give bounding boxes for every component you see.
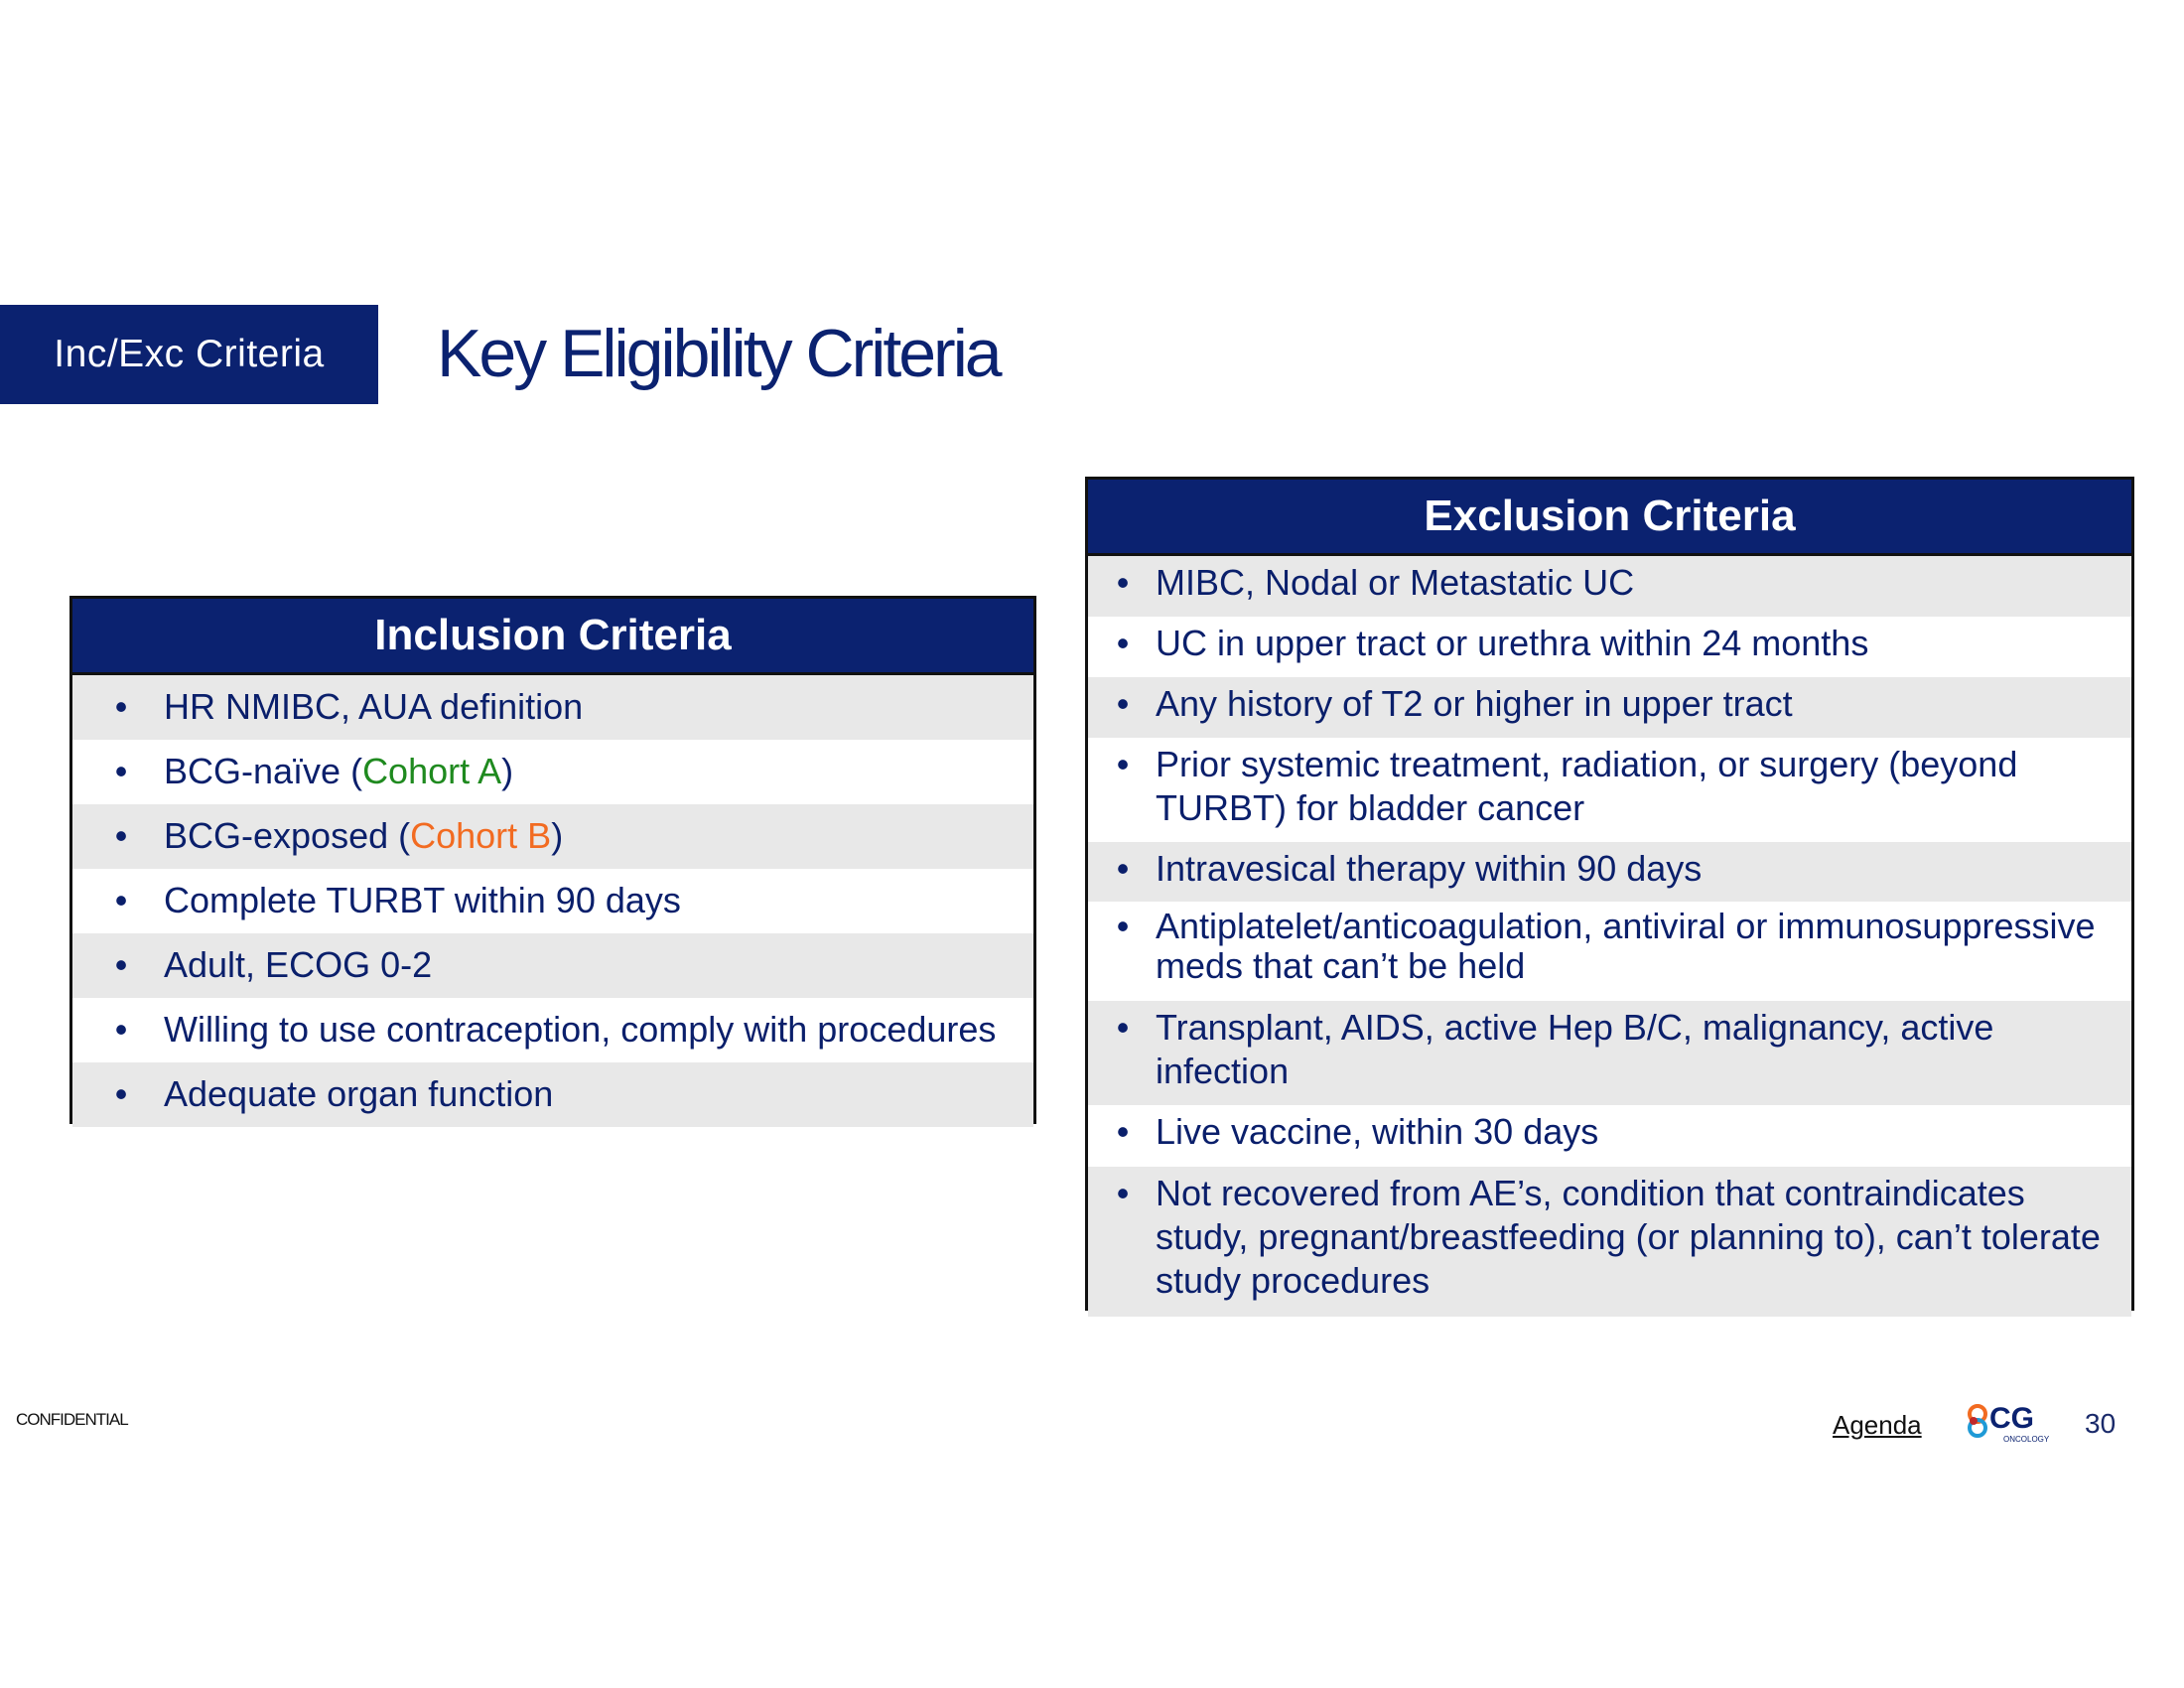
bullet-icon: • bbox=[1116, 906, 1130, 946]
bullet-icon: • bbox=[114, 944, 128, 985]
cg-oncology-logo-icon bbox=[1966, 1398, 2060, 1444]
section-tag: Inc/Exc Criteria bbox=[0, 305, 378, 404]
bullet-icon: • bbox=[1116, 623, 1130, 663]
exclusion-criteria-heading: Exclusion Criteria bbox=[1088, 480, 2131, 556]
bullet-icon: • bbox=[114, 880, 128, 920]
exclusion-criteria-table bbox=[1085, 477, 2134, 1311]
exclusion-item-text: UC in upper tract or urethra within 24 months bbox=[1156, 623, 1869, 663]
bullet-icon: • bbox=[1116, 848, 1130, 889]
inclusion-item bbox=[72, 804, 1033, 869]
exclusion-item bbox=[1088, 677, 2131, 738]
exclusion-item-text: Live vaccine, within 30 days bbox=[1156, 1111, 1599, 1152]
page-number: 30 bbox=[2085, 1408, 2116, 1439]
inclusion-item-text: Adult, ECOG 0-2 bbox=[164, 944, 433, 985]
bullet-icon: • bbox=[114, 1009, 128, 1050]
svg-text:CG: CG bbox=[1989, 1402, 2034, 1435]
svg-text:ONCOLOGY: ONCOLOGY bbox=[2003, 1435, 2050, 1444]
bullet-icon: • bbox=[114, 751, 128, 791]
page-title: Key Eligibility Criteria bbox=[437, 316, 1000, 391]
inclusion-item-text: Willing to use contraception, comply with procedures bbox=[164, 1009, 997, 1050]
bullet-icon: • bbox=[114, 815, 128, 856]
inclusion-item bbox=[72, 998, 1033, 1062]
confidential-label: CONFIDENTIAL bbox=[16, 1410, 128, 1429]
exclusion-item bbox=[1088, 556, 2131, 617]
bullet-icon: • bbox=[114, 686, 128, 727]
inclusion-item-text: Adequate organ function bbox=[164, 1073, 554, 1114]
bullet-icon: • bbox=[1116, 1007, 1130, 1048]
exclusion-item-text: Antiplatelet/anticoagulation, antiviral or immunosuppressive meds that can’t be held bbox=[1156, 906, 2096, 986]
exclusion-item bbox=[1088, 738, 2131, 842]
cohort-a-label: Cohort A bbox=[362, 751, 502, 791]
inclusion-item bbox=[72, 933, 1033, 998]
exclusion-item-text: Transplant, AIDS, active Hep B/C, malignancy, active infection bbox=[1156, 1007, 1994, 1091]
exclusion-item-text: Not recovered from AE’s, condition that contraindicates study, pregnant/breastfeeding (or planning to), can’t tolerate study procedures bbox=[1156, 1173, 2101, 1301]
exclusion-item bbox=[1088, 1105, 2131, 1167]
inclusion-item bbox=[72, 1062, 1033, 1127]
inclusion-item bbox=[72, 740, 1033, 804]
exclusion-item bbox=[1088, 1167, 2131, 1317]
cg-oncology-logo bbox=[1966, 1398, 2060, 1444]
exclusion-item-text: Prior systemic treatment, radiation, or surgery (beyond TURBT) for bladder cancer bbox=[1156, 744, 2018, 828]
bullet-icon: • bbox=[1116, 562, 1130, 603]
exclusion-item-text: Intravesical therapy within 90 days bbox=[1156, 848, 1703, 889]
exclusion-item-text: MIBC, Nodal or Metastatic UC bbox=[1156, 562, 1635, 603]
inclusion-item-text: BCG-exposed (Cohort B) bbox=[164, 815, 564, 856]
exclusion-item bbox=[1088, 1001, 2131, 1105]
inclusion-item-text: BCG-naïve (Cohort A) bbox=[164, 751, 514, 791]
exclusion-item-text: Any history of T2 or higher in upper tract bbox=[1156, 683, 1793, 724]
inclusion-item-text: Complete TURBT within 90 days bbox=[164, 880, 681, 920]
exclusion-item bbox=[1088, 902, 2131, 1001]
bullet-icon: • bbox=[114, 1073, 128, 1114]
bullet-icon: • bbox=[1116, 683, 1130, 724]
cohort-b-label: Cohort B bbox=[410, 815, 552, 856]
inclusion-item-text: HR NMIBC, AUA definition bbox=[164, 686, 584, 727]
bullet-icon: • bbox=[1116, 1173, 1130, 1213]
inclusion-criteria-table bbox=[69, 596, 1036, 1124]
exclusion-item bbox=[1088, 617, 2131, 677]
agenda-link[interactable]: Agenda bbox=[1833, 1410, 1922, 1440]
exclusion-item bbox=[1088, 842, 2131, 902]
bullet-icon: • bbox=[1116, 1111, 1130, 1152]
bullet-icon: • bbox=[1116, 744, 1130, 784]
inclusion-item bbox=[72, 675, 1033, 740]
inclusion-item bbox=[72, 869, 1033, 933]
inclusion-criteria-heading: Inclusion Criteria bbox=[72, 599, 1033, 675]
